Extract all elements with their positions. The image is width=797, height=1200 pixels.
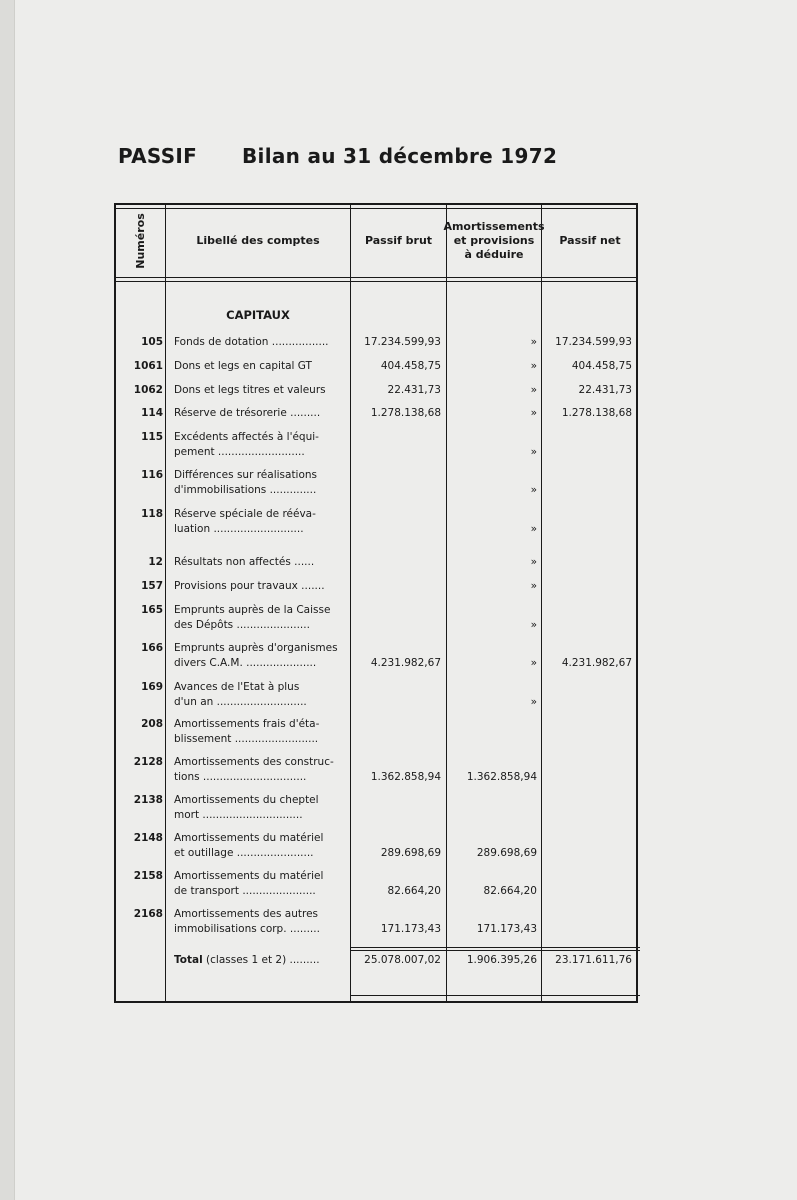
account-number: 1061: [133, 360, 163, 372]
account-number: 1062: [133, 384, 163, 396]
header-bottom-rule: [116, 277, 636, 282]
account-label: [174, 430, 348, 460]
account-label: [174, 641, 348, 671]
account-label-line2: luation ...........................: [174, 523, 304, 535]
passif-brut-value: 22.431,73: [387, 384, 441, 396]
amortissements-value: »: [530, 484, 537, 496]
amortissements-value: 82.664,20: [483, 885, 537, 897]
account-label-line1: Amortissements du cheptel: [174, 794, 319, 806]
account-label-line1: Résultats non affectés ......: [174, 556, 315, 568]
account-label: [174, 468, 348, 498]
account-label: [174, 717, 348, 747]
account-label: [174, 793, 348, 823]
account-label: [174, 383, 348, 398]
account-label-line2: des Dépôts ......................: [174, 619, 310, 631]
amortissements-value: »: [530, 360, 537, 372]
account-label: [174, 680, 348, 710]
heading-label: PASSIF: [118, 144, 198, 168]
header-passif-brut: Passif brut: [364, 234, 433, 247]
total-rule: [351, 947, 640, 951]
account-number: 105: [141, 336, 163, 348]
account-number: 118: [141, 508, 163, 520]
balance-table: [114, 203, 638, 1003]
section-title: CAPITAUX: [226, 308, 290, 322]
account-label-line1: Dons et legs en capital GT: [174, 360, 312, 372]
account-number: 2168: [133, 908, 163, 920]
page-edge: [0, 0, 15, 1200]
total-amort: 1.906.395,26: [466, 954, 537, 966]
account-label: [174, 406, 348, 421]
amortissements-value: »: [530, 384, 537, 396]
account-label-line2: tions ...............................: [174, 771, 307, 783]
account-number: 114: [141, 407, 163, 419]
passif-brut-value: 4.231.982,67: [370, 657, 441, 669]
amortissements-value: »: [530, 657, 537, 669]
account-label-line1: Fonds de dotation .................: [174, 336, 329, 348]
account-label-line1: Amortissements du matériel: [174, 832, 324, 844]
account-number: 208: [141, 718, 163, 730]
account-label: [174, 579, 348, 594]
passif-brut-value: 289.698,69: [380, 847, 441, 859]
account-label-line2: d'immobilisations ..............: [174, 484, 317, 496]
passif-brut-value: 1.362.858,94: [370, 771, 441, 783]
col-divider: [541, 205, 542, 1001]
amortissements-value: »: [530, 619, 537, 631]
account-number: 157: [141, 580, 163, 592]
account-label-line2: pement ..........................: [174, 446, 305, 458]
account-label-line1: Excédents affectés à l'équi-: [174, 431, 319, 443]
account-label-line2: de transport ......................: [174, 885, 316, 897]
amortissements-value: 1.362.858,94: [466, 771, 537, 783]
passif-brut-value: 82.664,20: [387, 885, 441, 897]
account-label-line1: Amortissements frais d'éta-: [174, 718, 320, 730]
page-heading: [118, 144, 558, 168]
account-number: 2148: [133, 832, 163, 844]
account-label-line1: Dons et legs titres et valeurs: [174, 384, 326, 396]
amortissements-value: »: [530, 446, 537, 458]
account-label-line1: Amortissements des construc-: [174, 756, 334, 768]
total-label: Total (classes 1 et 2) .........: [174, 954, 320, 966]
bottom-rule: [351, 995, 640, 999]
account-label-line2: immobilisations corp. .........: [174, 923, 320, 935]
account-label-line2: mort ..............................: [174, 809, 303, 821]
passif-net-value: 4.231.982,67: [561, 657, 632, 669]
amortissements-value: »: [530, 523, 537, 535]
account-label-line2: et outillage .......................: [174, 847, 314, 859]
account-label: [174, 907, 348, 937]
header-amortissements: Amortissements et provisions à déduire: [443, 220, 545, 261]
passif-brut-value: 1.278.138,68: [370, 407, 441, 419]
header-passif-net: Passif net: [559, 234, 621, 247]
account-number: 165: [141, 604, 163, 616]
amortissements-value: »: [530, 407, 537, 419]
account-label-line1: Amortissements du matériel: [174, 870, 324, 882]
account-label: [174, 507, 348, 537]
account-label-line1: Amortissements des autres: [174, 908, 319, 920]
account-label: [174, 335, 348, 350]
header-libelle: Libellé des comptes: [196, 234, 320, 247]
account-label-line2: d'un an ...........................: [174, 696, 307, 708]
col-divider: [165, 205, 166, 1001]
account-label: [174, 603, 348, 633]
passif-net-value: 1.278.138,68: [561, 407, 632, 419]
account-label-line1: Provisions pour travaux .......: [174, 580, 325, 592]
amortissements-value: »: [530, 336, 537, 348]
total-brut: 25.078.007,02: [364, 954, 441, 966]
amortissements-value: »: [530, 696, 537, 708]
account-label: [174, 831, 348, 861]
passif-brut-value: 171.173,43: [380, 923, 441, 935]
col-divider: [446, 205, 447, 1001]
passif-brut-value: 404.458,75: [380, 360, 441, 372]
account-label-line1: Avances de l'Etat à plus: [174, 681, 300, 693]
account-label-line1: Réserve spéciale de rééva-: [174, 508, 316, 520]
header-numeros: Numéros: [133, 213, 147, 269]
account-label: [174, 869, 348, 899]
account-number: 116: [141, 469, 163, 481]
account-number: 2128: [133, 756, 163, 768]
passif-net-value: 404.458,75: [571, 360, 632, 372]
account-label-line1: Réserve de trésorerie .........: [174, 407, 321, 419]
amortissements-value: »: [530, 556, 537, 568]
total-net: 23.171.611,76: [555, 954, 632, 966]
passif-brut-value: 17.234.599,93: [364, 336, 441, 348]
amortissements-value: 289.698,69: [476, 847, 537, 859]
passif-net-value: 22.431,73: [578, 384, 632, 396]
account-label-line1: Différences sur réalisations: [174, 469, 318, 481]
account-label: [174, 555, 348, 570]
account-label-line2: divers C.A.M. .....................: [174, 657, 317, 669]
account-number: 115: [141, 431, 163, 443]
account-label: [174, 755, 348, 785]
passif-net-value: 17.234.599,93: [555, 336, 632, 348]
account-number: 169: [141, 681, 163, 693]
amortissements-value: »: [530, 580, 537, 592]
account-label-line1: Emprunts auprès d'organismes: [174, 642, 338, 654]
account-label-line1: Emprunts auprès de la Caisse: [174, 604, 331, 616]
account-number: 2138: [133, 794, 163, 806]
account-number: 166: [141, 642, 163, 654]
heading-title: Bilan au 31 décembre 1972: [242, 144, 558, 168]
account-number: 2158: [133, 870, 163, 882]
account-label-line2: blissement .........................: [174, 733, 319, 745]
col-divider: [350, 205, 351, 1001]
account-label: [174, 359, 348, 374]
account-number: 12: [148, 556, 163, 568]
amortissements-value: 171.173,43: [476, 923, 537, 935]
